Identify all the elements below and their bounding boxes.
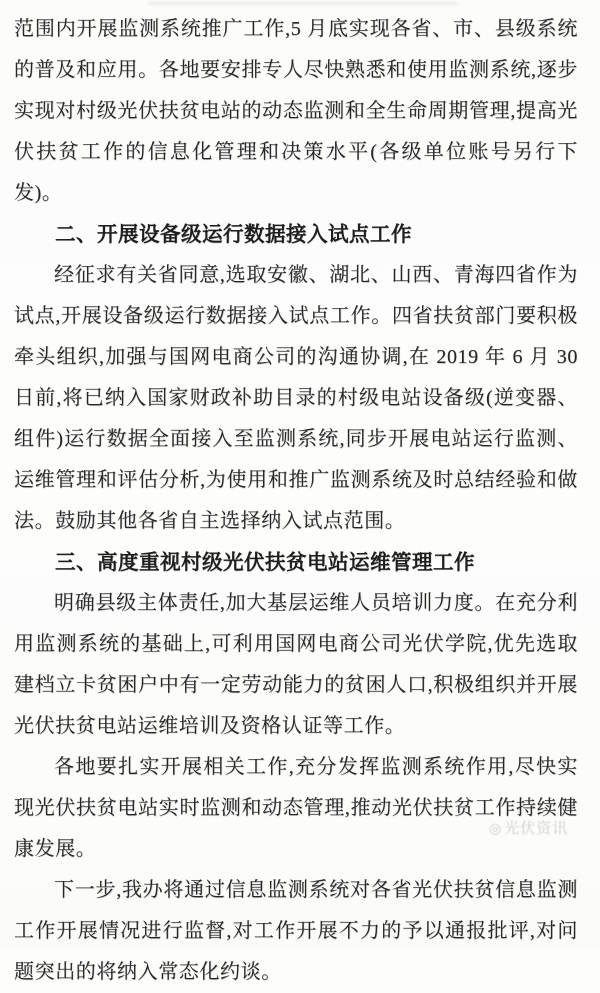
body-paragraph: 经征求有关省同意,选取安徽、湖北、山西、青海四省作为试点,开展设备级运行数据接入试点工作。四省扶贫部门要积极牵头组织,加强与国网电商公司的沟通协调,在 2019 年 6 月 30 日前,将已纳入国家财政补助目录的村级电站设备级(逆变器、组件)运行数据全面接入至监测系统,同步开展电站运行监测、运维管理和评估分析,为使用和推广监测系统及时总结经验和做法。鼓励其他各省自主选择纳入试点范围。 (14, 264, 578, 532)
watermark-label: 光伏资讯 (504, 820, 569, 837)
body-paragraph: 明确县级主体责任,加大基层运维人员培训力度。在充分利用监测系统的基础上,可利用国网电商公司光伏学院,优先选取建档立卡贫困户中有一定劳动能力的贫困人口,积极组织并开展光伏扶贫电站运维培训及资格认证等工作。 (14, 592, 578, 737)
body-paragraph: 范围内开展监测系统推广工作,5 月底实现各省、市、县级系统的普及和应用。各地要安排专人尽快熟悉和使用监测系统,逐步实现对村级光伏扶贫电站的动态监测和全生命周期管理,提高光伏扶贫工作的信息化管理和决策水平(各级单位账号另行下发)。 (14, 18, 578, 204)
body-paragraph: 各地要扎实开展相关工作,充分发挥监测系统作用,尽快实现光伏扶贫电站实时监测和动态管理,推动光伏扶贫工作持续健康发展。 (14, 756, 578, 860)
watermark-logo-icon: ◎ (489, 819, 503, 836)
scan-artifact (148, 2, 458, 5)
section-heading: 三、高度重视村级光伏扶贫电站运维管理工作 (55, 551, 475, 574)
section-heading: 二、开展设备级运行数据接入试点工作 (55, 223, 412, 246)
document-body (14, 9, 578, 993)
body-paragraph: 下一步,我办将通过信息监测系统对各省光伏扶贫信息监测工作开展情况进行监督,对工作开展不力的予以通报批评,对问题突出的将纳入常态化约谈。 (14, 879, 578, 983)
